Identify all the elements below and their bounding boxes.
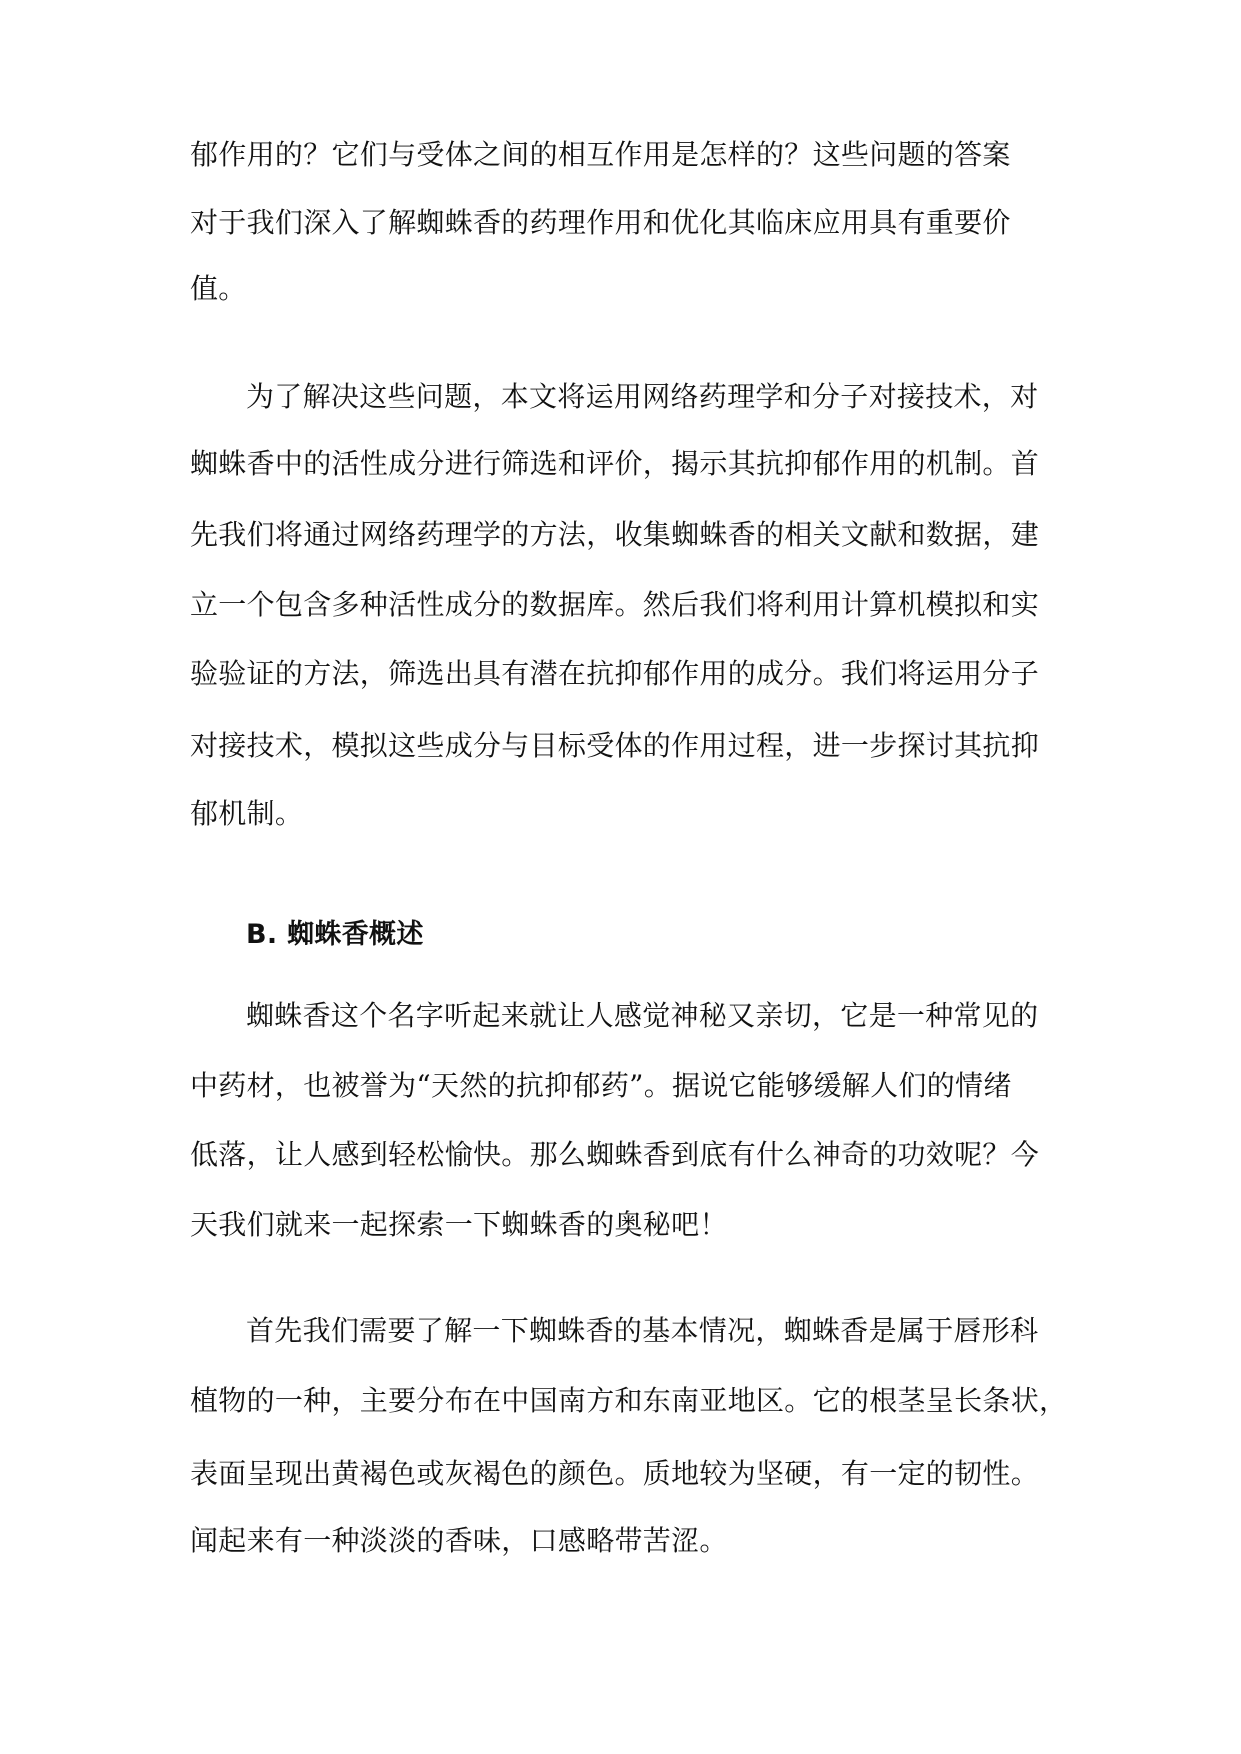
paragraph-1-line-2: 对于我们深入了解蜘蛛香的药理作用和优化其临床应用具有重要价 — [190, 206, 1011, 239]
paragraph-3-line-3: 低落，让人感到轻松愉快。那么蜘蛛香到底有什么神奇的功效呢？今 — [190, 1138, 1040, 1171]
paragraph-4-line-4: 闻起来有一种淡淡的香味，口感略带苦涩。 — [190, 1524, 728, 1557]
section-heading: B. 蜘蛛香概述 — [246, 919, 424, 950]
paragraph-1-line-3: 值。 — [190, 272, 247, 305]
paragraph-2-line-2: 蜘蛛香中的活性成分进行筛选和评价，揭示其抗抑郁作用的机制。首 — [190, 447, 1040, 480]
paragraph-1-line-1: 郁作用的？它们与受体之间的相互作用是怎样的？这些问题的答案 — [190, 138, 1011, 171]
paragraph-4-line-3: 表面呈现出黄褐色或灰褐色的颜色。质地较为坚硬，有一定的韧性。 — [190, 1457, 1040, 1490]
paragraph-2-line-6: 对接技术，模拟这些成分与目标受体的作用过程，进一步探讨其抗抑 — [190, 729, 1040, 762]
paragraph-3-line-4: 天我们就来一起探索一下蜘蛛香的奥秘吧！ — [190, 1208, 728, 1241]
paragraph-2-line-3: 先我们将通过网络药理学的方法，收集蜘蛛香的相关文献和数据，建 — [190, 518, 1040, 551]
paragraph-4-line-2: 植物的一种，主要分布在中国南方和东南亚地区。它的根茎呈长条状， — [190, 1384, 1068, 1417]
paragraph-2-line-4: 立一个包含多种活性成分的数据库。然后我们将利用计算机模拟和实 — [190, 588, 1040, 621]
paragraph-3-line-1: 蜘蛛香这个名字听起来就让人感觉神秘又亲切，它是一种常见的 — [246, 999, 1039, 1032]
paragraph-3-line-2: 中药材，也被誉为“天然的抗抑郁药”。据说它能够缓解人们的情绪 — [190, 1069, 1012, 1102]
paragraph-2-line-5: 验验证的方法，筛选出具有潜在抗抑郁作用的成分。我们将运用分子 — [190, 657, 1040, 690]
paragraph-4-line-1: 首先我们需要了解一下蜘蛛香的基本情况，蜘蛛香是属于唇形科 — [246, 1314, 1039, 1347]
paragraph-2-line-1: 为了解决这些问题，本文将运用网络药理学和分子对接技术，对 — [246, 380, 1039, 413]
paragraph-2-line-7: 郁机制。 — [190, 797, 304, 830]
